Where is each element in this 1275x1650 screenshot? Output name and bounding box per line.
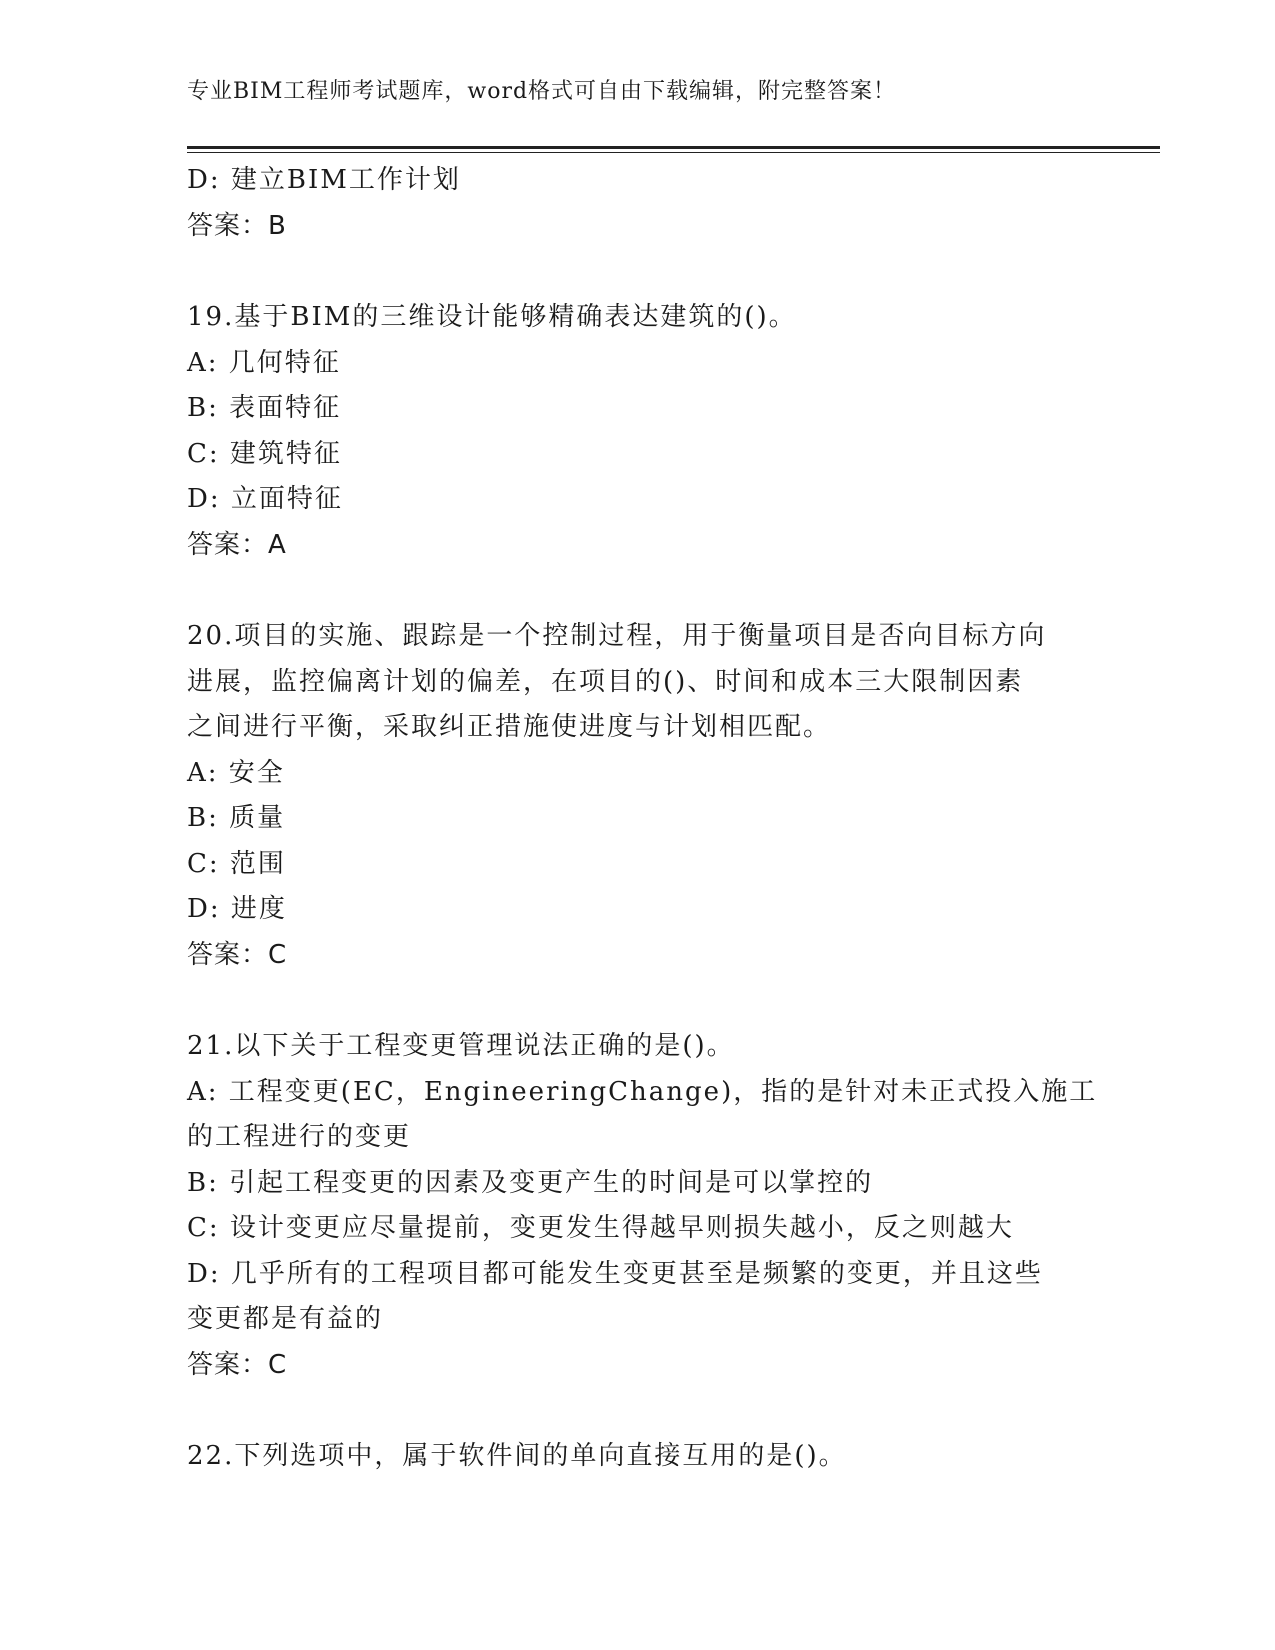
question-20: [187, 614, 1087, 978]
question-stem-cont: 之间进行平衡，采取纠正措施使进度与计划相匹配。: [187, 712, 832, 742]
spacer: [187, 568, 1087, 614]
question-stem: 20.项目的实施、跟踪是一个控制过程，用于衡量项目是否向目标方向: [187, 621, 1047, 651]
option-b: B: 引起工程变更的因素及变更产生的时间是可以掌控的: [187, 1167, 874, 1198]
option-c: C: 建筑特征: [187, 438, 342, 469]
question-19: [187, 295, 1087, 568]
option-a-cont: 的工程进行的变更: [187, 1122, 412, 1152]
option-d-cont: 变更都是有益的: [187, 1304, 384, 1334]
option-d: D: 进度: [187, 894, 287, 924]
option-c: C: 范围: [187, 848, 286, 879]
spacer: [187, 978, 1087, 1024]
option-d: D: 几乎所有的工程项目都可能发生变更甚至是频繁的变更，并且这些: [187, 1258, 1043, 1289]
page-header: 专业BIM工程师考试题库，word格式可自由下载编辑，附完整答案！: [187, 79, 897, 104]
option-b: B: 质量: [187, 803, 286, 833]
spacer: [187, 1388, 1087, 1434]
question-stem: 21.以下关于工程变更管理说法正确的是()。: [187, 1031, 735, 1061]
question-18-tail: [187, 158, 1087, 249]
header-rule-thin: [187, 152, 1160, 153]
question-21: [187, 1024, 1098, 1388]
option-c: C: 设计变更应尽量提前，变更发生得越早则损失越小，反之则越大: [187, 1213, 1014, 1243]
header-rule-thick: [187, 146, 1160, 149]
question-stem: 19.基于BIM的三维设计能够精确表达建筑的()。: [187, 302, 797, 332]
spacer: [187, 249, 1087, 295]
question-22: [187, 1434, 1087, 1480]
question-content: [187, 158, 1098, 1480]
option-d: D: 立面特征: [187, 484, 343, 514]
answer: 答案：B: [187, 210, 287, 241]
option-d: D: 建立BIM工作计划: [187, 165, 461, 195]
option-b: B: 表面特征: [187, 393, 342, 423]
answer: 答案：C: [187, 1349, 288, 1380]
answer: 答案：C: [187, 939, 288, 970]
question-stem: 22.下列选项中，属于软件间的单向直接互用的是()。: [187, 1441, 847, 1471]
question-stem-cont: 进展，监控偏离计划的偏差，在项目的()、时间和成本三大限制因素: [187, 666, 1024, 697]
answer: 答案：A: [187, 529, 287, 560]
option-a: A: 安全: [187, 757, 285, 788]
option-a: A: 几何特征: [187, 347, 341, 378]
option-a: A: 工程变更(EC，EngineeringChange)，指的是针对未正式投入施工: [187, 1076, 1098, 1107]
